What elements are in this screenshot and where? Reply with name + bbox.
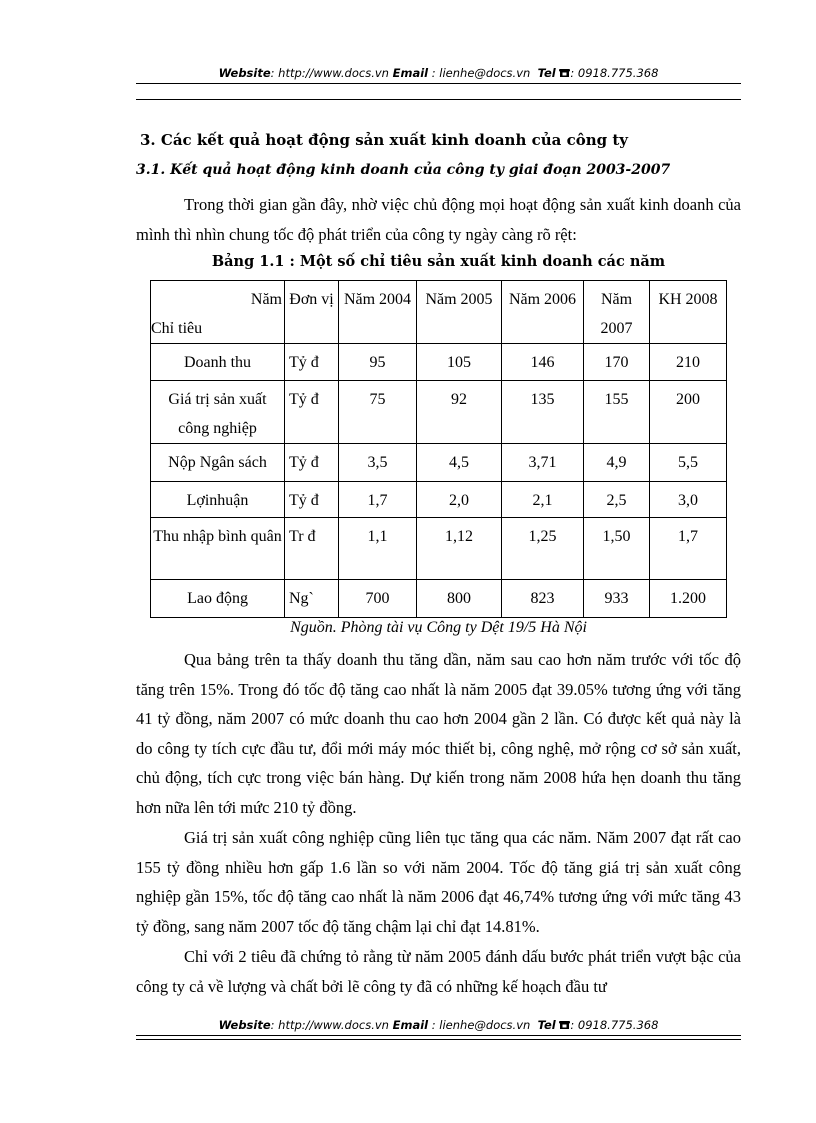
row-unit: Tỷ đ — [285, 381, 339, 444]
table-header-row — [151, 281, 727, 344]
cell-value: 3,71 — [502, 444, 584, 482]
cell-value: 2,5 — [584, 482, 650, 518]
paragraph-intro: Trong thời gian gần đây, nhờ việc chủ động mọi hoạt động sản xuất kinh doanh của mình thì nhìn chung tốc độ phát triển của công ty ngày càng rõ rệt: — [136, 195, 741, 244]
tel-label: Tel — [537, 66, 556, 80]
row-label: Doanh thu — [151, 344, 285, 381]
cell-value: 92 — [417, 381, 502, 444]
table-source: Nguồn. Phòng tài vụ Công ty Dệt 19/5 Hà Nội — [290, 619, 587, 636]
cell-value: 2,0 — [417, 482, 502, 518]
cell-value: 146 — [502, 344, 584, 381]
header-divider-bottom — [136, 99, 741, 100]
cell-value: 2,1 — [502, 482, 584, 518]
cell-value: 4,5 — [417, 444, 502, 482]
website-label: Website — [218, 66, 271, 80]
corner-year-label: Năm — [250, 291, 282, 308]
row-unit: Ng` — [285, 580, 339, 618]
cell-value: 933 — [584, 580, 650, 618]
cell-value: 1.200 — [650, 580, 727, 618]
row-label: Thu nhập bình quân — [151, 518, 285, 580]
cell-value: 1,25 — [502, 518, 584, 580]
section-heading: 3. Các kết quả hoạt động sản xuất kinh doanh của công ty — [140, 131, 628, 149]
page-footer — [136, 1018, 741, 1032]
phone-icon — [559, 1020, 570, 1030]
table-row — [151, 381, 727, 444]
cell-value: 1,12 — [417, 518, 502, 580]
cell-value: 3,5 — [339, 444, 417, 482]
corner-cell — [151, 281, 285, 344]
table-row — [151, 344, 727, 381]
cell-value: 1,1 — [339, 518, 417, 580]
subsection-heading: 3.1. Kết quả hoạt động kinh doanh của công ty giai đoạn 2003-2007 — [136, 162, 671, 178]
tel-label: Tel — [537, 1018, 556, 1032]
row-label: Nộp Ngân sách — [151, 444, 285, 482]
row-unit: Tr đ — [285, 518, 339, 580]
year-header: Năm 2006 — [502, 281, 584, 344]
cell-value: 1,7 — [339, 482, 417, 518]
cell-value: 1,50 — [584, 518, 650, 580]
phone-icon — [559, 68, 570, 78]
row-unit: Tỷ đ — [285, 482, 339, 518]
cell-value: 75 — [339, 381, 417, 444]
website-url[interactable]: : http://www.docs.vn — [270, 1018, 389, 1032]
website-label: Website — [218, 1018, 271, 1032]
cell-value: 700 — [339, 580, 417, 618]
row-label: Giá trị sản xuất công nghiệp — [151, 381, 285, 444]
tel-value: : 0918.775.368 — [570, 1018, 659, 1032]
year-header: Năm 2005 — [417, 281, 502, 344]
paragraph-production: Giá trị sản xuất công nghiệp cũng liên tục tăng qua các năm. Năm 2007 đạt rất cao 155 tỷ đồng nhiều hơn gấp 1.6 lần so với năm 2004. Tốc độ tăng giá trị sản xuất công nghiệp gần 15%, tốc độ tăng cao nhất là năm 2006 đạt 46,74% tương ứng với mức tăng 43 tỷ đồng, sang năm 2007 tốc độ tăng chậm lại chỉ đạt 14.81%. — [136, 828, 741, 936]
table-row — [151, 482, 727, 518]
email-value[interactable]: : lienhe@docs.vn — [431, 66, 531, 80]
header-divider-top — [136, 83, 741, 84]
cell-value: 95 — [339, 344, 417, 381]
tel-value: : 0918.775.368 — [570, 66, 659, 80]
table-title: Bảng 1.1 : Một số chỉ tiêu sản xuất kinh doanh các năm — [211, 253, 666, 270]
website-url[interactable]: : http://www.docs.vn — [270, 66, 389, 80]
email-label: Email — [392, 1018, 429, 1032]
unit-header: Đơn vị — [285, 281, 339, 344]
paragraph-revenue: Qua bảng trên ta thấy doanh thu tăng dần, năm sau cao hơn năm trước với tốc độ tăng trên 15%. Trong đó tốc độ tăng cao nhất là năm 2005 đạt 39.05% tương ứng với tăng 41 tỷ đồng, năm 2007 có mức doanh thu cao hơn 2004 gần 2 lần. Có được kết quả này là do công ty tích cực đầu tư, đổi mới máy móc thiết bị, công nghệ, mở rộng cơ sở sản xuất, chủ động, tích cực trong việc bán hàng. Dự kiến trong năm 2008 hứa hẹn doanh thu tăng hơn nữa lên tới mức 210 tỷ đồng. — [136, 650, 741, 817]
cell-value: 105 — [417, 344, 502, 381]
year-header: KH 2008 — [650, 281, 727, 344]
cell-value: 5,5 — [650, 444, 727, 482]
email-value[interactable]: : lienhe@docs.vn — [431, 1018, 531, 1032]
table-row — [151, 444, 727, 482]
cell-value: 210 — [650, 344, 727, 381]
corner-indicator-label: Chỉ tiêu — [151, 320, 203, 337]
row-unit: Tỷ đ — [285, 444, 339, 482]
cell-value: 800 — [417, 580, 502, 618]
year-header: Năm 2007 — [584, 281, 650, 344]
email-label: Email — [392, 66, 429, 80]
footer-divider — [136, 1035, 741, 1040]
row-label: Lao động — [151, 580, 285, 618]
cell-value: 4,9 — [584, 444, 650, 482]
cell-value: 3,0 — [650, 482, 727, 518]
year-header: Năm 2004 — [339, 281, 417, 344]
cell-value: 823 — [502, 580, 584, 618]
cell-value: 1,7 — [650, 518, 727, 580]
row-unit: Tỷ đ — [285, 344, 339, 381]
row-label: Lợinhuận — [151, 482, 285, 518]
cell-value: 200 — [650, 381, 727, 444]
paragraph-conclusion: Chỉ với 2 tiêu đã chứng tỏ rằng từ năm 2005 đánh dấu bước phát triển vượt bậc của công ty cả về lượng và chất bởi lẽ công ty đã có những kế hoạch đầu tư — [136, 947, 741, 996]
cell-value: 170 — [584, 344, 650, 381]
cell-value: 135 — [502, 381, 584, 444]
table-row — [151, 518, 727, 580]
indicators-table — [150, 280, 727, 618]
table-row — [151, 580, 727, 618]
cell-value: 155 — [584, 381, 650, 444]
page-header — [136, 66, 741, 80]
